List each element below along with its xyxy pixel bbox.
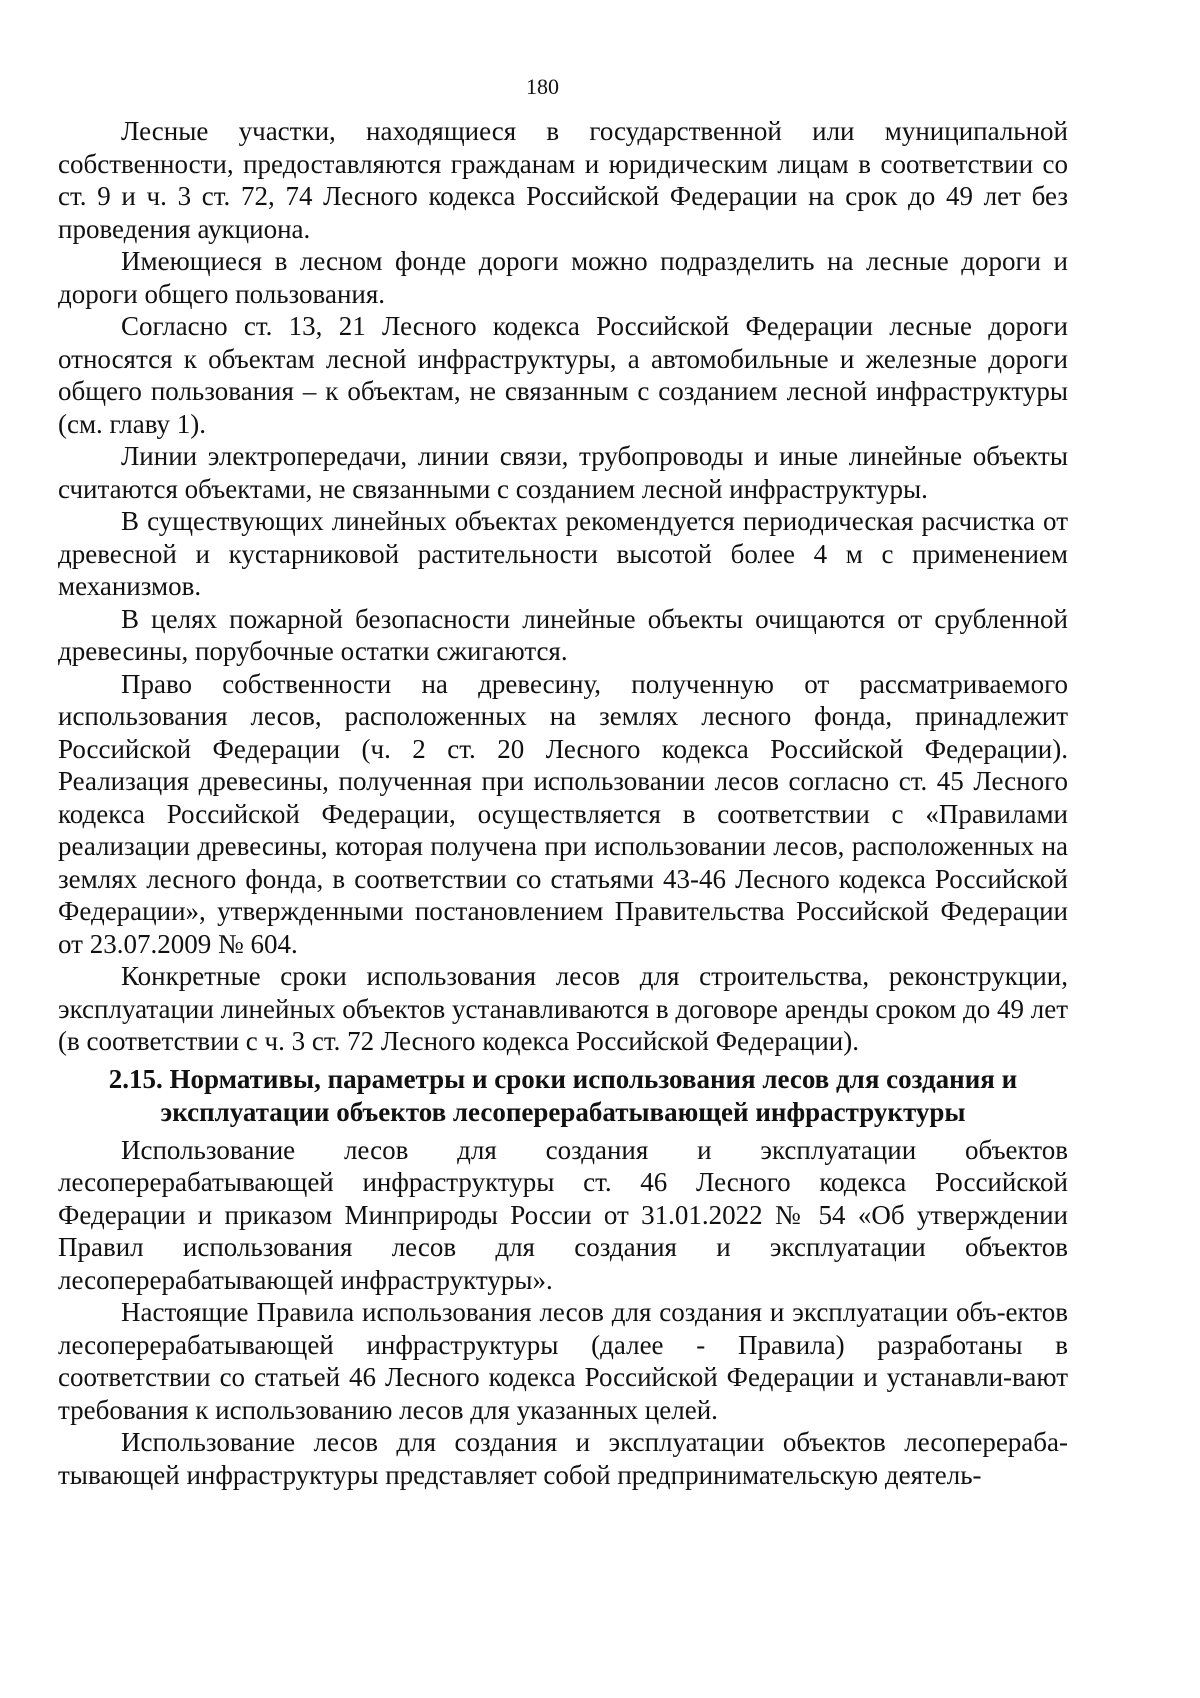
paragraph-forest-roads: Согласно ст. 13, 21 Лесного кодекса Российской Федерации лесные дороги относятся к объектам лесной инфраструктуры, а автомобильные и железные дороги общего пользования – к объектам, не связанным с созданием лесной инфраструктуры (см. главу 1).	[58, 311, 1068, 439]
page-body	[58, 115, 1068, 1491]
paragraph-business-activity: Использование лесов для создания и эксплуатации объектов лесоперераба-тывающей инфраструктуры представляет собой предпринимательскую деятель-	[58, 1427, 1068, 1490]
paragraph-rules-scope: Настоящие Правила использования лесов для создания и эксплуатации объ-ектов лесоперерабатывающей инфраструктуры (далее - Правила) разработаны в соответствии со статьей 46 Лесного кодекса Российской Федерации и устанавли-вают требования к использованию лесов для указанных целей.	[58, 1297, 1068, 1425]
section-heading	[58, 1063, 1068, 1129]
paragraph-linear-objects: Линии электропередачи, линии связи, трубопроводы и иные линейные объекты считаются объектами, не связанными с созданием лесной инфраструктуры.	[58, 441, 1068, 504]
paragraph-timber-ownership: Право собственности на древесину, полученную от рассматриваемого использования лесов, расположенных на землях лесного фонда, принадлежит Российской Федерации (ч. 2 ст. 20 Лесного кодекса Российской Федерации). Реализация древесины, полученная при использовании лесов согласно ст. 45 Лесного кодекса Российской Федерации, осуществляется в соответствии с «Правилами реализации древесины, которая получена при использовании лесов, расположенных на землях лесного фонда, в соответствии со статьями 43-46 Лесного кодекса Российской Федерации», утвержденными постановлением Правительства Российской Федерации от 23.07.2009 № 604.	[58, 668, 1068, 959]
paragraph-clearing: В существующих линейных объектах рекомендуется периодическая расчистка от древесной и кустарниковой растительности высотой более 4 м с применением механизмов.	[58, 506, 1068, 601]
paragraph-lease-terms: Конкретные сроки использования лесов для строительства, реконструкции, эксплуатации линейных объектов устанавливаются в договоре аренды сроком до 49 лет (в соответствии с ч. 3 ст. 72 Лесного кодекса Российской Федерации).	[58, 961, 1068, 1056]
paragraph-roads-types: Имеющиеся в лесном фонде дороги можно подразделить на лесные дороги и дороги общего пользования.	[58, 246, 1068, 309]
paragraph-processing-infrastructure: Использование лесов для создания и эксплуатации объектов лесоперерабатывающей инфраструктуры ст. 46 Лесного кодекса Российской Федерации и приказом Минприроды России от 31.01.2022 № 54 «Об утверждении Правил использования лесов для создания и эксплуатации объектов лесоперерабатывающей инфраструктуры».	[58, 1134, 1068, 1295]
paragraph-land-plots: Лесные участки, находящиеся в государственной или муниципальной собственности, предоставляются гражданам и юридическим лицам в соответствии со ст. 9 и ч. 3 ст. 72, 74 Лесного кодекса Российской Федерации на срок до 49 лет без проведения аукциона.	[58, 116, 1068, 244]
section-heading-line-2: эксплуатации объектов лесоперерабатывающей инфраструктуры	[160, 1096, 966, 1127]
section-heading-line-1: 2.15. Нормативы, параметры и сроки использования лесов для создания и	[108, 1063, 1018, 1094]
page-number: 180	[526, 74, 559, 99]
paragraph-fire-safety: В целях пожарной безопасности линейные объекты очищаются от срубленной древесины, порубочные остатки сжигаются.	[58, 603, 1068, 666]
